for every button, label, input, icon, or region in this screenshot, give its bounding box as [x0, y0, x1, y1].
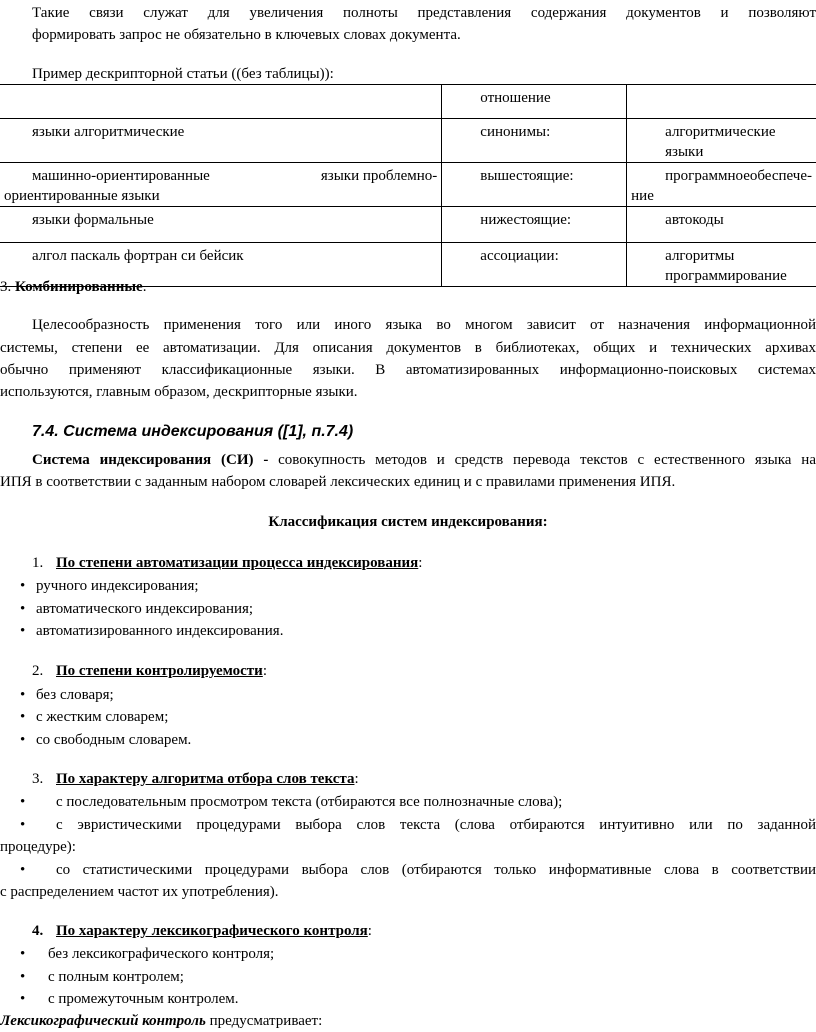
table-cell: синонимы: [442, 119, 627, 163]
bullet-icon: • [20, 991, 26, 1007]
purpose-line-2: системы, степени ее автоматизации. Для описания документов в библиотеках, общих и технических архивах [0, 340, 816, 356]
bullet-icon: • [20, 601, 26, 617]
list-item-text: ручного индексирования; [36, 578, 199, 594]
group-2-num: 2. [32, 663, 44, 679]
purpose-line-1: Целесообразность применения того или иного языка во многом зависит от назначения информационной [32, 317, 816, 333]
table-cell: ассоциации: [442, 243, 627, 287]
group-4-colon: : [367, 923, 372, 939]
table-cell [0, 163, 442, 207]
cell-text: алгоритмы [665, 248, 735, 264]
group-3-colon: : [354, 771, 359, 787]
table-cell: языки алгоритмические [0, 119, 442, 163]
table-row [0, 85, 816, 119]
cell-text: языки проблемно- [320, 168, 438, 184]
group-4-num: 4. [32, 923, 44, 939]
purpose-line-4: используются, главным образом, дескрипторные языки. [0, 384, 358, 400]
table-cell: нижестоящие: [442, 207, 627, 243]
table-row [0, 207, 816, 243]
cell-text: программное [665, 168, 750, 184]
bullet-icon: • [20, 862, 26, 878]
bullet-icon: • [20, 687, 26, 703]
list-item-text: с полным контролем; [48, 969, 184, 985]
list-item-text: со свободным словарем. [36, 732, 192, 748]
definition-line-1 [0, 449, 816, 471]
section-heading: 7.4. Система индексирования ([1], п.7.4) [32, 423, 354, 440]
list-item-text: с последовательным просмотром текста (отбираются все полнозначные слова); [56, 794, 563, 810]
table-row [0, 163, 816, 207]
table-cell: алгоритмические языки [627, 119, 816, 163]
table-cell [627, 163, 816, 207]
table-cell: отношение [442, 85, 627, 119]
list-item-text: автоматизированного индексирования. [36, 623, 284, 639]
example-title: Пример дескрипторной статьи ((без таблицы)): [32, 66, 334, 82]
table-cell [0, 85, 442, 119]
group-1-colon: : [418, 555, 423, 571]
group-2-title: По степени контролируемости [56, 663, 263, 679]
definition-rest: совокупность методов и средств перевода текстов с естественного языка на [268, 452, 816, 468]
table-cell: языки формальные [0, 207, 442, 243]
list-item-text: с эвристическими процедурами выбора слов текста (слова отбираются интуитивно или по заданной [56, 817, 816, 833]
cell-text: ориентированные языки [4, 188, 160, 204]
definition-term: Система индексирования (СИ) - [32, 452, 269, 468]
cell-text: обеспече- [749, 168, 812, 184]
list-item-text: со статистическими процедурами выбора слов (отбираются только информативные слова в соответствии [56, 862, 816, 878]
purpose-line-3: обычно применяют классификационные языки. В автоматизированных информационно-поисковых системах [0, 362, 816, 378]
last-line-rest: предусматривает: [205, 1013, 323, 1029]
group-1-num: 1. [32, 555, 44, 571]
list-item-text: без лексикографического контроля; [48, 946, 275, 962]
combined-end: . [142, 279, 147, 295]
group-3-title: По характеру алгоритма отбора слов текста [56, 771, 355, 787]
bullet-icon: • [20, 709, 26, 725]
list-item [0, 814, 816, 836]
definition-line-2: ИПЯ в соответствии с заданным набором словарей лексических единиц и с правилами применения ИПЯ. [0, 474, 676, 490]
cell-text: машинно-ориентированные [32, 168, 210, 184]
list-item-text: автоматического индексирования; [36, 601, 254, 617]
list-item-continuation: процедуре): [0, 839, 76, 855]
combined-item [0, 276, 816, 298]
list-item-text: с жестким словарем; [36, 709, 169, 725]
bullet-icon: • [20, 732, 26, 748]
list-item [0, 859, 816, 881]
combined-num: 3. [0, 279, 12, 295]
table-cell [627, 85, 816, 119]
table-cell: автокоды [627, 207, 816, 243]
group-3-num: 3. [32, 771, 44, 787]
cell-text: ние [631, 188, 654, 204]
bullet-icon: • [20, 817, 26, 833]
cell-text: программирование [665, 268, 787, 284]
intro-line-1: Такие связи служат для увеличения полноты представления содержания документов и позволяют [32, 5, 816, 21]
group-1-title: По степени автоматизации процесса индексирования [56, 555, 419, 571]
table-cell: алгол паскаль фортран си бейсик [0, 243, 442, 287]
bullet-icon: • [20, 969, 26, 985]
bullet-icon: • [20, 794, 26, 810]
intro-line-2: формировать запрос не обязательно в ключевых словах документа. [32, 27, 461, 43]
descriptor-table [0, 84, 816, 287]
bullet-icon: • [20, 946, 26, 962]
classification-title: Классификация систем индексирования: [268, 514, 548, 530]
last-line-term: Лексикографический контроль [0, 1013, 206, 1029]
list-item-text: без словаря; [36, 687, 114, 703]
bullet-icon: • [20, 578, 26, 594]
table-cell: вышестоящие: [442, 163, 627, 207]
group-2-colon: : [262, 663, 267, 679]
bullet-icon: • [20, 623, 26, 639]
list-item-continuation: с распределением частот их употребления). [0, 884, 279, 900]
table-row [0, 119, 816, 163]
list-item-text: с промежуточным контролем. [48, 991, 239, 1007]
group-4-title: По характеру лексикографического контроля [56, 923, 368, 939]
last-line [0, 1010, 816, 1032]
combined-label: Комбинированные [15, 279, 143, 295]
